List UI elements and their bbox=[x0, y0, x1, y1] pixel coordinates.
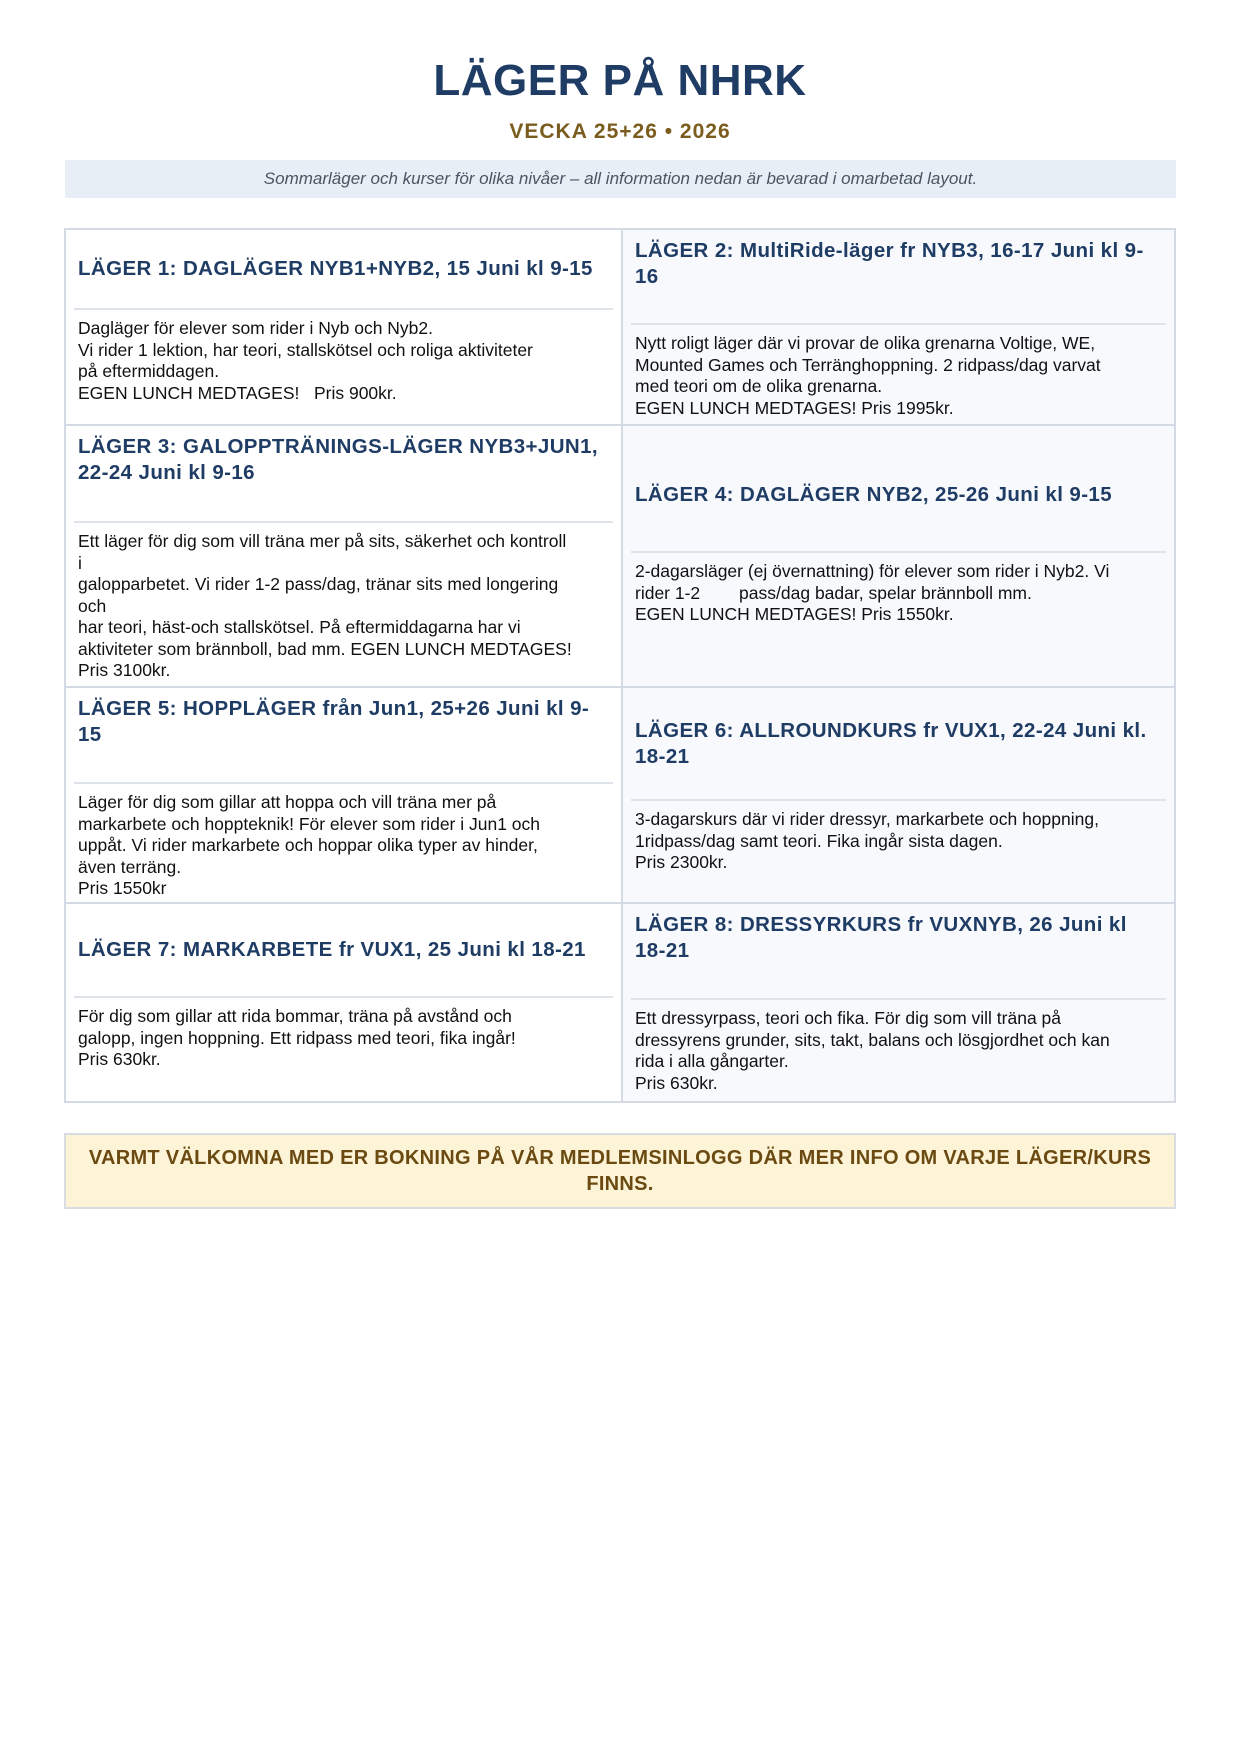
camp-title: LÄGER 8: DRESSYRKURS fr VUXNYB, 26 Juni kl 18-21 bbox=[631, 904, 1166, 1000]
camp-title: LÄGER 7: MARKARBETE fr VUX1, 25 Juni kl 18-21 bbox=[74, 904, 613, 998]
camp-description: För dig som gillar att rida bommar, träna på avstånd och galopp, ingen hoppning. Ett ridpass med teori, fika ingår! Pris 630kr. bbox=[78, 1006, 516, 1069]
camp-card-8 bbox=[621, 904, 1174, 1101]
camp-description: Dagläger för elever som rider i Nyb och Nyb2. Vi rider 1 lektion, har teori, stallskötsel och roliga aktiviteter på eftermiddagen. EGEN LUNCH MEDTAGES! Pris 900kr. bbox=[78, 318, 533, 403]
camp-card-5 bbox=[66, 688, 621, 904]
camp-grid bbox=[64, 228, 1176, 1103]
camp-title: LÄGER 4: DAGLÄGER NYB2, 25-26 Juni kl 9-15 bbox=[631, 426, 1166, 553]
camp-title: LÄGER 6: ALLROUNDKURS fr VUX1, 22-24 Juni kl. 18-21 bbox=[631, 688, 1166, 801]
camp-title: LÄGER 5: HOPPLÄGER från Jun1, 25+26 Juni kl 9-15 bbox=[74, 688, 613, 784]
camp-card-7 bbox=[66, 904, 621, 1101]
camp-card-6 bbox=[621, 688, 1174, 904]
week-subtitle: VECKA 25+26 • 2026 bbox=[509, 120, 731, 143]
camp-description: 3-dagarskurs där vi rider dressyr, markarbete och hoppning, 1ridpass/dag samt teori. Fika ingår sista dagen. Pris 2300kr. bbox=[635, 809, 1099, 872]
camp-title: LÄGER 1: DAGLÄGER NYB1+NYB2, 15 Juni kl 9-15 bbox=[74, 230, 613, 310]
booking-banner: VARMT VÄLKOMNA MED ER BOKNING PÅ VÅR MEDLEMSINLOGG DÄR MER INFO OM VARJE LÄGER/KURS FINNS. bbox=[64, 1133, 1176, 1209]
camp-title: LÄGER 2: MultiRide-läger fr NYB3, 16-17 Juni kl 9-16 bbox=[631, 230, 1166, 325]
page-title: LÄGER PÅ NHRK bbox=[433, 56, 807, 105]
intro-note: Sommarläger och kurser för olika nivåer – all information nedan är bevarad i omarbetad layout. bbox=[65, 160, 1176, 198]
camp-description: 2-dagarsläger (ej övernattning) för elever som rider i Nyb2. Vi rider 1-2 pass/dag badar, spelar brännboll mm. EGEN LUNCH MEDTAGES! Pris 1550kr. bbox=[635, 561, 1110, 624]
camp-title: LÄGER 3: GALOPPTRÄNINGS-LÄGER NYB3+JUN1, 22-24 Juni kl 9-16 bbox=[74, 426, 613, 523]
camp-description: Läger för dig som gillar att hoppa och vill träna mer på markarbete och hoppteknik! För elever som rider i Jun1 och uppåt. Vi rider markarbete och hoppar olika typer av hinder, även terräng. Pris 1550kr bbox=[78, 792, 541, 898]
camp-description: Ett dressyrpass, teori och fika. För dig som vill träna på dressyrens grunder, sits, takt, balans och lösgjordhet och kan rida i alla gångarter. Pris 630kr. bbox=[635, 1008, 1110, 1093]
camp-card-4 bbox=[621, 426, 1174, 688]
camp-card-1 bbox=[66, 230, 621, 426]
camp-description: Ett läger för dig som vill träna mer på sits, säkerhet och kontroll i galopparbetet. Vi rider 1-2 pass/dag, tränar sits med longering och har teori, häst-och stallskötsel. På eftermiddagarna har vi aktiviteter som brännboll, bad mm. EGEN LUNCH MEDTAGES! Pris 3100kr. bbox=[78, 531, 572, 680]
camp-card-2 bbox=[621, 230, 1174, 426]
camp-description: Nytt roligt läger där vi provar de olika grenarna Voltige, WE, Mounted Games och Terränghoppning. 2 ridpass/dag varvat med teori om de olika grenarna. EGEN LUNCH MEDTAGES! Pris 1995kr. bbox=[635, 333, 1101, 418]
camp-card-3 bbox=[66, 426, 621, 688]
